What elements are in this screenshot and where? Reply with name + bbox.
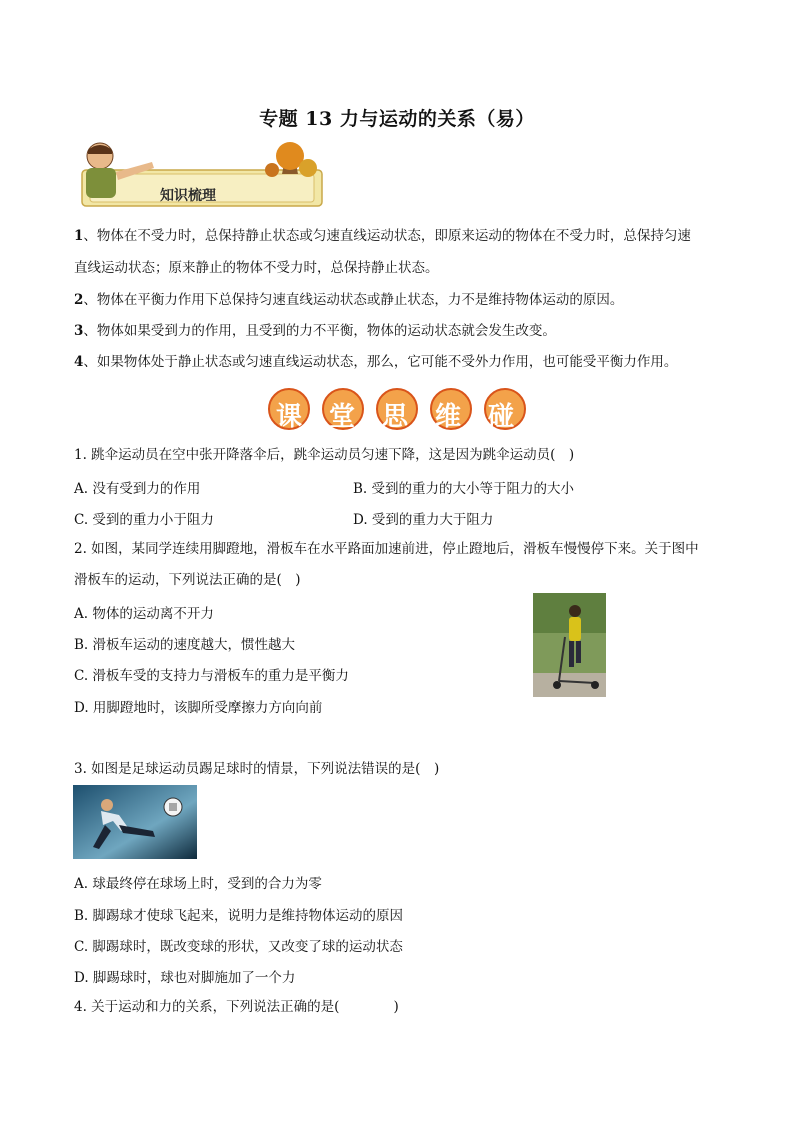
soccer-photo xyxy=(73,785,197,859)
q3-option-b: B. 脚踢球才使球飞起来，说明力是维持物体运动的原因 xyxy=(74,908,404,924)
section-label-classroom: 课堂思维碰撞 xyxy=(276,402,595,432)
q3-stem: 3. 如图是足球运动员踢足球时的情景，下列说法错误的是( ) xyxy=(74,761,440,777)
q1-option-b: B. 受到的重力的大小等于阻力的大小 xyxy=(353,481,575,497)
knowledge-line-4: 4、如果物体处于静止状态或匀速直线运动状态，那么，它可能不受外力作用，也可能受平衡力作用。 xyxy=(74,354,678,370)
q2-option-b: B. 滑板车运动的速度越大，惯性越大 xyxy=(74,637,296,653)
q2-stem-line-1: 2. 如图，某同学连续用脚蹬地，滑板车在水平路面加速前进，停止蹬地后，滑板车慢慢停下来。关于图中 xyxy=(74,541,699,557)
scooter-photo xyxy=(533,593,606,697)
q2-option-c: C. 滑板车受的支持力与滑板车的重力是平衡力 xyxy=(74,668,349,684)
section-label-knowledge: 知识梳理 xyxy=(160,188,216,204)
knowledge-line-2: 2、物体在平衡力作用下总保持匀速直线运动状态或静止状态，力不是维持物体运动的原因。 xyxy=(74,292,624,308)
q2-option-d: D. 用脚蹬地时，该脚所受摩擦力方向向前 xyxy=(74,700,323,716)
q4-stem: 4. 关于运动和力的关系，下列说法正确的是( ) xyxy=(74,999,399,1015)
page-title: 专题 13 力与运动的关系（易） xyxy=(259,108,535,130)
q2-stem-line-2: 滑板车的运动，下列说法正确的是( ) xyxy=(74,572,301,588)
q1-option-a: A. 没有受到力的作用 xyxy=(74,481,201,497)
knowledge-line-1: 1、物体在不受力时，总保持静止状态或匀速直线运动状态，即原来运动的物体在不受力时，总保持匀速 xyxy=(74,228,691,244)
q1-option-d: D. 受到的重力大于阻力 xyxy=(353,512,494,528)
knowledge-line-3: 3、物体如果受到力的作用，且受到的力不平衡，物体的运动状态就会发生改变。 xyxy=(74,323,556,339)
knowledge-line-1b: 直线运动状态；原来静止的物体不受力时，总保持静止状态。 xyxy=(74,260,439,276)
q2-option-a: A. 物体的运动离不开力 xyxy=(74,606,214,622)
q1-stem: 1. 跳伞运动员在空中张开降落伞后，跳伞运动员匀速下降，这是因为跳伞运动员( ) xyxy=(74,447,575,463)
q3-option-a: A. 球最终停在球场上时，受到的合力为零 xyxy=(74,876,322,892)
q3-option-d: D. 脚踢球时，球也对脚施加了一个力 xyxy=(74,970,296,986)
q1-option-c: C. 受到的重力小于阻力 xyxy=(74,512,214,528)
q3-option-c: C. 脚踢球时，既改变球的形状，又改变了球的运动状态 xyxy=(74,939,403,955)
